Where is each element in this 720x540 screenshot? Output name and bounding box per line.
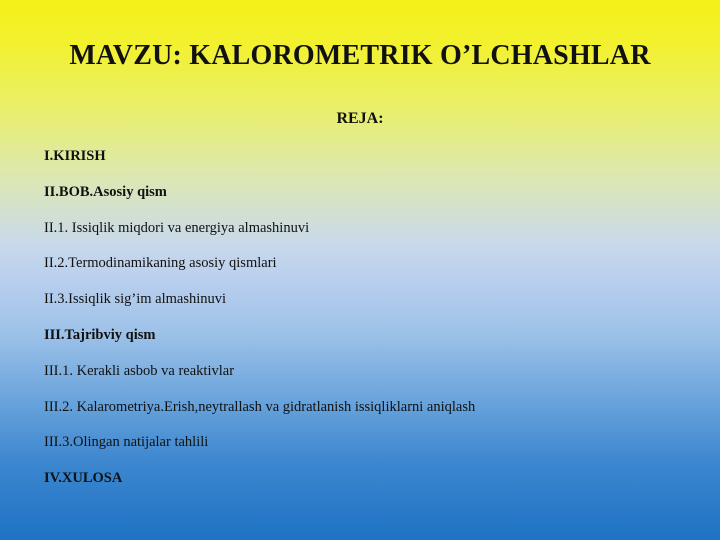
outline-item-3-3: III.3.Olingan natijalar tahlili <box>44 434 209 451</box>
outline-item-2-3: II.3.Issiqlik sig’im almashinuvi <box>44 291 227 308</box>
outline-item-conclusion: IV.XULOSA <box>44 470 123 487</box>
outline-list <box>44 146 475 504</box>
outline-item-2-1: II.1. Issiqlik miqdori va energiya almashinuvi <box>44 219 310 236</box>
outline-item-2-2: II.2.Termodinamikaning asosiy qismlari <box>44 255 277 272</box>
outline-item-chapter-main: II.BOB.Asosiy qism <box>44 183 167 200</box>
outline-item-introduction: I.KIRISH <box>44 148 106 164</box>
outline-item-3-1: III.1. Kerakli asbob va reaktivlar <box>44 362 235 379</box>
slide-title: MAVZU: KALOROMETRIK O’LCHASHLAR <box>69 40 651 71</box>
outline-item-experimental: III.Tajribviy qism <box>44 326 156 343</box>
outline-item-3-2: III.2. Kalarometriya.Erish,neytrallash va gidratlanish issiqliklarni aniqlash <box>44 398 476 415</box>
plan-heading: REJA: <box>336 110 384 127</box>
